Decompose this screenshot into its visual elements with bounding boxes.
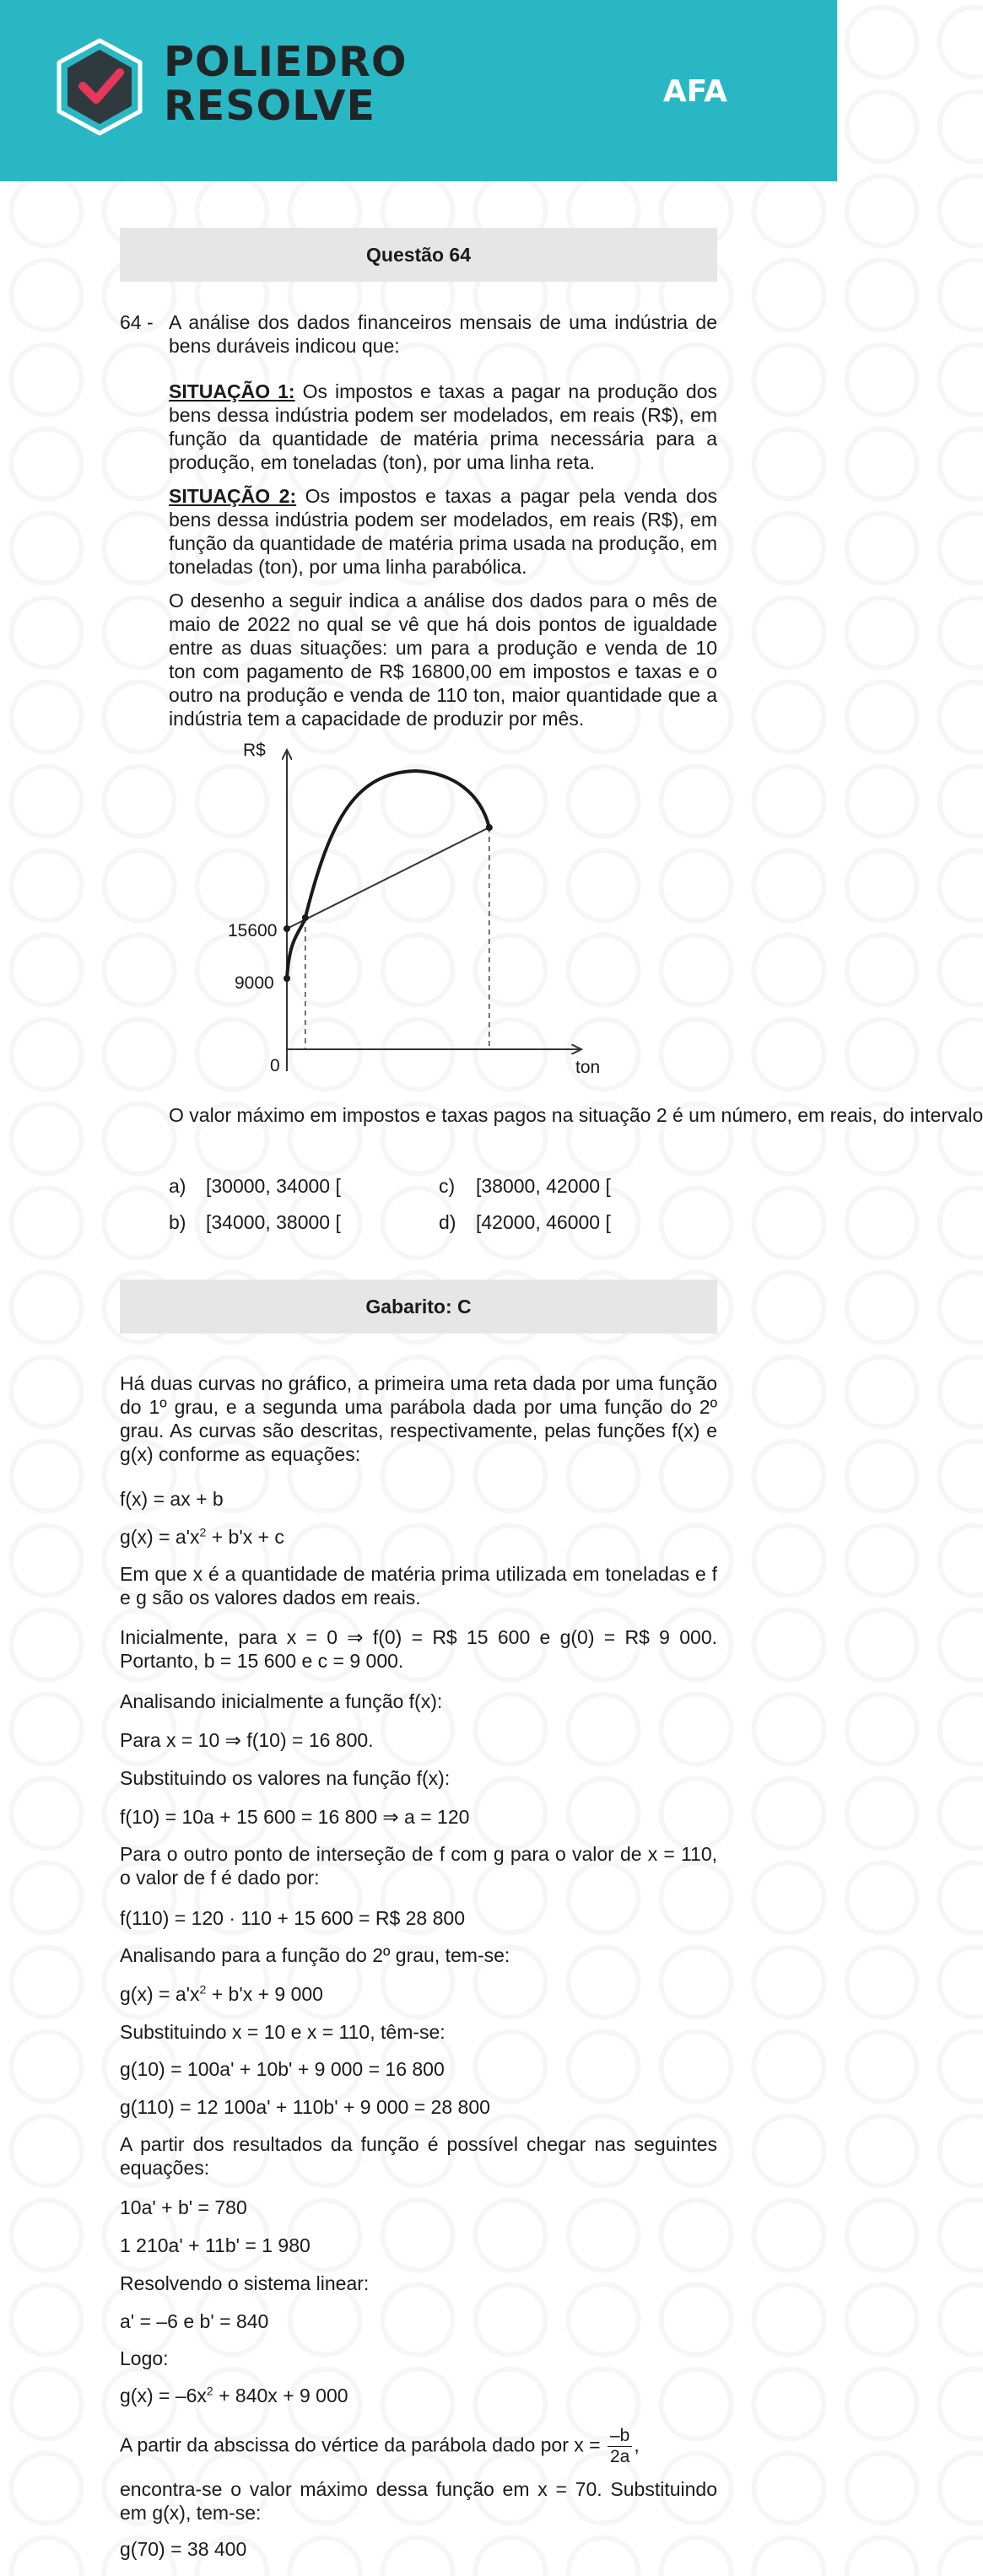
answer-g2 [120,1982,323,2006]
situation-2-label: SITUAÇÃO 2: [169,485,297,507]
option-a[interactable] [169,1175,341,1198]
vertex-numerator: –b [608,2426,632,2447]
option-d-text: [42000, 46000 [ [476,1211,611,1233]
question-header: Questão 64 [120,228,717,282]
option-b-label: b) [169,1211,186,1233]
question-ask: O valor máximo em impostos e taxas pagos na situação 2 é um número, em reais, do intervalo [169,1104,983,1126]
g3-part-2: + 840x + 9 000 [213,2385,348,2406]
brand-line-1: POLIEDRO [164,38,408,86]
question-context: O desenho a seguir indica a análise dos dados para o mês de maio de 2022 no qual se vê que há dois pontos de igualdade entre as duas situações: um para a produção e venda de 10 ton com pagamento de R$ 16800,00 em impostos e taxas e o outro na produção e venda de 110 ton, maior quantidade que a indústria tem a capacidade de produzir por mês. [169,590,717,730]
answer-vertex-line [120,2426,717,2467]
situation-2 [169,484,717,579]
gx-part-2: + b'x + c [206,1526,284,1548]
answer-g10: g(10) = 100a' + 10b' + 9 000 = 16 800 [120,2058,445,2080]
x-tick-0: 0 [270,1056,280,1075]
option-b[interactable] [169,1211,341,1234]
option-a-text: [30000, 34000 [ [206,1175,341,1197]
vertex-fraction [608,2426,632,2467]
answer-solve: Resolvendo o sistema linear: [120,2272,370,2294]
answer-eq2: 1 210a' + 11b' = 1 980 [120,2234,311,2256]
g2-part-1: g(x) = a'x [120,1983,200,2005]
series-g-parabola [287,771,489,978]
question-graph [228,734,624,1097]
intersection-point-2 [486,824,493,831]
answer-vertex-cont: encontra-se o valor máximo dessa função em x = 70. Substituindo em g(x), tem-se: [120,2478,717,2524]
g3-exponent: 2 [206,2384,213,2398]
g2-part-2: + b'x + 9 000 [206,1983,323,2005]
exam-name: AFA [662,74,727,109]
point-g0 [284,975,290,982]
vertex-denominator: 2a [610,2447,630,2466]
answer-g70: g(70) = 38 400 [120,2538,247,2560]
y-axis-label: R$ [243,741,266,760]
situation-2-text: Os impostos e taxas a pagar pela venda dos bens dessa indústria podem ser modelados, em reais (R$), em função da quantidade de matéria prima usada na produção, em toneladas (ton), por uma linha parabólica. [169,485,718,578]
check-hexagon-icon [52,37,147,137]
option-d-label: d) [439,1211,456,1233]
vertex-comma: , [634,2433,640,2456]
situation-1 [169,380,717,474]
answer-f110: f(110) = 120 · 110 + 15 600 = R$ 28 800 [120,1907,465,1929]
y-tick-9000: 9000 [235,973,274,993]
x-axis-label: ton [575,1058,601,1077]
intersection-point-1 [302,914,309,921]
answer-analyze-g: Analisando para a função do 2º grau, tem-se: [120,1944,510,1966]
answer-sol: a' = –6 e b' = 840 [120,2310,269,2332]
answer-from: A partir dos resultados da função é possível chegar nas seguintes equações: [120,2133,717,2179]
answer-header: Gabarito: C [120,1280,717,1334]
option-c-text: [38000, 42000 [ [476,1175,611,1197]
answer-g110: g(110) = 12 100a' + 110b' + 9 000 = 28 800 [120,2096,490,2118]
answer-x10: Para x = 10 ⇒ f(10) = 16 800. [120,1729,374,1751]
option-c[interactable] [439,1175,611,1198]
answer-fx: f(x) = ax + b [120,1488,224,1510]
answer-f10: f(10) = 10a + 15 600 = 16 800 ⇒ a = 120 [120,1806,470,1828]
answer-subst: Substituindo os valores na função f(x): [120,1767,451,1789]
option-b-text: [34000, 38000 [ [206,1211,341,1233]
brand-logo-text [164,40,408,128]
question-intro: A análise dos dados financeiros mensais de uma indústria de bens duráveis indicou que: [169,311,717,357]
option-a-label: a) [169,1175,186,1197]
option-d[interactable] [439,1211,611,1234]
answer-subst2: Substituindo x = 10 e x = 110, têm-se: [120,2021,446,2043]
brand-line-2: RESOLVE [164,82,376,130]
vertex-text: A partir da abscissa do vértice da parábola dado por x = [120,2433,606,2456]
answer-eq1: 10a' + b' = 780 [120,2196,247,2218]
answer-analyze-f: Analisando inicialmente a função f(x): [120,1690,443,1712]
answer-init: Inicialmente, para x = 0 ⇒ f(0) = R$ 15 600 e g(0) = R$ 9 000. Portanto, b = 15 600 e c = 9 000. [120,1626,717,1672]
point-f0 [284,925,290,932]
question-number: 64 - [120,311,154,333]
g3-part-1: g(x) = –6x [120,2385,207,2406]
option-c-label: c) [439,1175,456,1197]
gx-part-1: g(x) = a'x [120,1526,200,1548]
g2-exponent: 2 [199,1982,207,1997]
gx-exponent: 2 [199,1525,207,1539]
answer-other: Para o outro ponto de interseção de f com g para o valor de x = 110, o valor de f é dado por: [120,1843,717,1889]
answer-gx [120,1525,284,1549]
y-tick-15600: 15600 [228,921,278,940]
answer-g3 [120,2384,348,2407]
answer-where: Em que x é a quantidade de matéria prima utilizada em toneladas e f e g são os valores dados em reais. [120,1563,717,1609]
situation-1-text: Os impostos e taxas a pagar na produção dos bens dessa indústria podem ser modelados, em reais (R$), em função da quantidade de matéria prima necessária para a produção, em toneladas (ton), por uma linha reta. [169,380,718,473]
situation-1-label: SITUAÇÃO 1: [169,380,295,402]
answer-logo: Logo: [120,2347,169,2369]
brand-header [0,0,837,181]
answer-intro: Há duas curvas no gráfico, a primeira uma reta dada por uma função do 1º grau, e a segunda uma parábola dada por uma função do 2º grau. As curvas são descritas, respectivamente, pelas funções f(x) e g(x) conforme as equações: [120,1372,717,1465]
